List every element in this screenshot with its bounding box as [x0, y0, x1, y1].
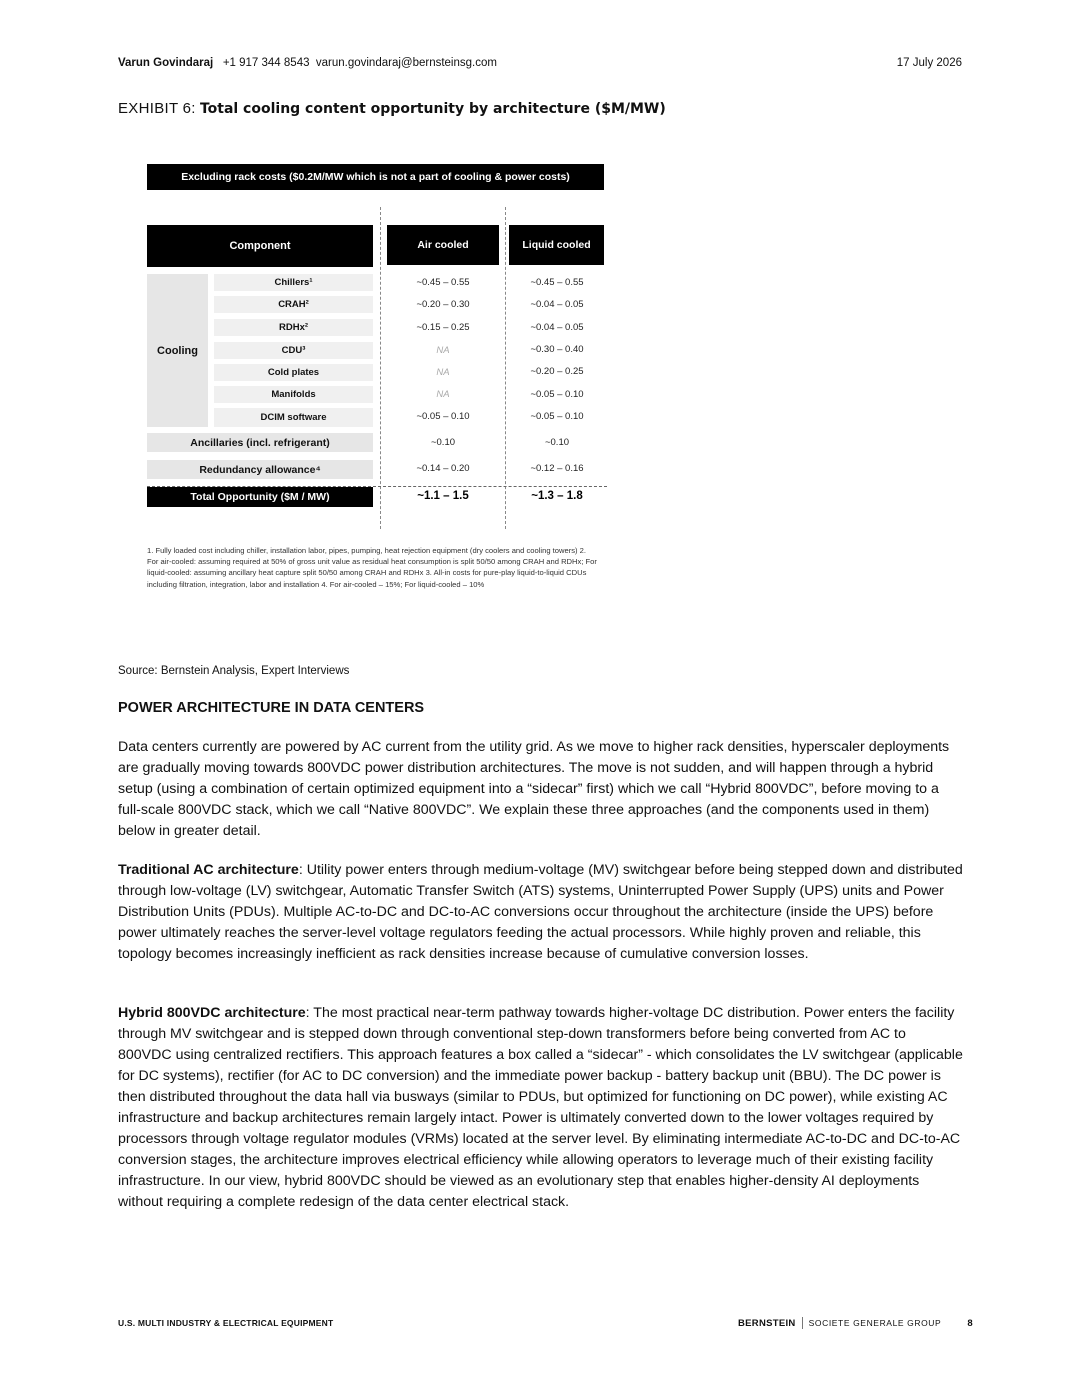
- value-liquid-dcim: ~0.05 – 0.10: [530, 411, 584, 422]
- component-manifolds: Manifolds: [214, 386, 373, 403]
- value-liquid-rdhx: ~0.04 – 0.05: [530, 322, 584, 333]
- table-footnotes: 1. Fully loaded cost including chiller, installation labor, pipes, pumping, heat rejection equipment (dry coolers and cooling towers) 2. For air-cooled: assuming required at 50% of gross unit value as residual heat consumption is split 50/50 among CRAH and RDHx; For liquid-cooled: assuming ancillary heat capture split 50/50 among CRAH and RDHx 3. All-in costs for pure-play liquid-to-liquid CDUs including filtration, integration, labor and installation 4. For air-cooled – 15%; For liquid-cooled – 10%: [147, 546, 597, 589]
- value-air-crah: ~0.20 – 0.30: [416, 299, 470, 310]
- component-dcim-software: DCIM software: [214, 408, 373, 427]
- value-air-rdhx: ~0.15 – 0.25: [416, 322, 470, 333]
- value-air-ancillaries: ~0.10: [430, 437, 456, 448]
- value-liquid-manifolds: ~0.05 – 0.10: [530, 389, 584, 400]
- section-title: POWER ARCHITECTURE IN DATA CENTERS: [118, 700, 425, 716]
- exhibit-title: [118, 100, 666, 117]
- component-cdu: CDU³: [214, 342, 373, 359]
- exhibit-source: Source: Bernstein Analysis, Expert Interviews: [118, 665, 350, 677]
- row-total-label: Total Opportunity ($M / MW): [147, 487, 373, 507]
- value-liquid-ancillaries: ~0.10: [544, 437, 570, 448]
- group-label-cooling: Cooling: [147, 274, 208, 427]
- report-date: 17 July 2026: [896, 57, 962, 69]
- paragraph-hybrid-800vdc: [118, 1003, 963, 1213]
- value-liquid-crah: ~0.04 – 0.05: [530, 299, 584, 310]
- page-number: 8: [967, 1317, 973, 1329]
- component-crah: CRAH²: [214, 296, 373, 313]
- paragraph-traditional-ac: [118, 860, 963, 965]
- value-air-cold-plates: NA: [436, 367, 450, 378]
- paragraph-body: : Utility power enters through medium-voltage (MV) switchgear before being stepped down and distributed through low-voltage (LV) switchgear, Automatic Transfer Switch (ATS) systems, Uninterrupted Power Supply (UPS) units and Power Distribution Units (PDUs). Multiple AC-to-DC and DC-to-AC conversions occur throughout the architecture (inside the UPS) before power ultimately reaches the server-level voltage regulators feeding the actual processors. While highly proven and reliable, this topology becomes increasingly inefficient as rack densities increase because of cumulative conversion losses.: [118, 862, 963, 962]
- brand-group: SOCIETE GENERALE GROUP: [808, 1318, 942, 1328]
- value-air-dcim: ~0.05 – 0.10: [416, 411, 470, 422]
- brand-divider: [802, 1317, 803, 1329]
- exhibit-heading: Total cooling content opportunity by architecture ($M/MW): [199, 101, 666, 117]
- paragraph-intro: Data centers currently are powered by AC current from the utility grid. As we move to higher rack densities, hyperscaler deployments are gradually moving towards 800VDC power distribution architectures. The move is not sudden, and will happen through a hybrid setup (using a combination of certain optimized equipment into a “sidecar” first) which we call “Hybrid 800VDC”, before moving to a full-scale 800VDC stack, which we call “Native 800VDC”. We explain these three approaches (and the components used in them) below in greater detail.: [118, 739, 950, 839]
- value-liquid-cold-plates: ~0.20 – 0.25: [530, 366, 584, 377]
- value-air-total: ~1.1 – 1.5: [417, 490, 469, 502]
- component-rdhx: RDHx²: [214, 319, 373, 336]
- column-divider: [380, 207, 381, 529]
- brand-logo: BERNSTEIN: [738, 1317, 796, 1329]
- value-liquid-cdu: ~0.30 – 0.40: [530, 344, 584, 355]
- value-liquid-chillers: ~0.45 – 0.55: [530, 277, 584, 288]
- row-redundancy-label: Redundancy allowance⁴: [147, 460, 373, 479]
- report-header: [118, 57, 497, 69]
- author-phone: +1 917 344 8543: [222, 57, 310, 69]
- header-air-cooled: Air cooled: [387, 225, 499, 265]
- exhibit-label: EXHIBIT 6:: [118, 100, 196, 117]
- paragraph-body: : The most practical near-term pathway towards higher-voltage DC distribution. Power enters the facility through MV switchgear and is stepped down through conventional step-down transformers before being converted from AC to 800VDC using centralized rectifiers. This approach features a box called a “sidecar” - which consolidates the LV switchgear (applicable for DC systems), rectifier (for AC to DC conversion) and the immediate power backup - battery backup unit (BBU). The DC power is then distributed throughout the data hall via busways (similar to PDUs, but optimized for functioning on DC power), while existing AC infrastructure and backup architectures remain largely intact. Power is ultimately converted down to the lower voltages required by processors through voltage regulator modules (VRMs) located at the server level. By eliminating intermediate AC-to-DC and DC-to-AC conversion stages, the architecture improves electrical efficiency while allowing operators to leverage much of their existing facility infrastructure. In our view, hybrid 800VDC should be viewed as an evolutionary step that enables higher-density AI deployments without requiring a complete redesign of the data center electrical stack.: [118, 1005, 963, 1210]
- value-air-cdu: NA: [436, 345, 450, 356]
- footer-sector: U.S. MULTI INDUSTRY & ELECTRICAL EQUIPMENT: [118, 1318, 334, 1328]
- author-name: Varun Govindaraj: [118, 57, 214, 69]
- component-cold-plates: Cold plates: [214, 364, 373, 381]
- value-air-chillers: ~0.45 – 0.55: [416, 277, 470, 288]
- row-ancillaries-label: Ancillaries (incl. refrigerant): [147, 433, 373, 452]
- header-component: Component: [147, 225, 373, 267]
- value-liquid-total: ~1.3 – 1.8: [531, 490, 583, 502]
- footer-branding: [738, 1317, 973, 1329]
- component-chillers: Chillers¹: [214, 274, 373, 291]
- value-air-manifolds: NA: [436, 389, 450, 400]
- value-air-redundancy: ~0.14 – 0.20: [416, 463, 470, 474]
- table-banner: Excluding rack costs ($0.2M/MW which is not a part of cooling & power costs): [147, 164, 604, 190]
- header-liquid-cooled: Liquid cooled: [509, 225, 604, 265]
- author-email[interactable]: varun.govindaraj@bernsteinsg.com: [315, 57, 497, 69]
- paragraph-lead: Traditional AC architecture: [118, 862, 299, 878]
- value-liquid-redundancy: ~0.12 – 0.16: [530, 463, 584, 474]
- paragraph-lead: Hybrid 800VDC architecture: [118, 1005, 306, 1021]
